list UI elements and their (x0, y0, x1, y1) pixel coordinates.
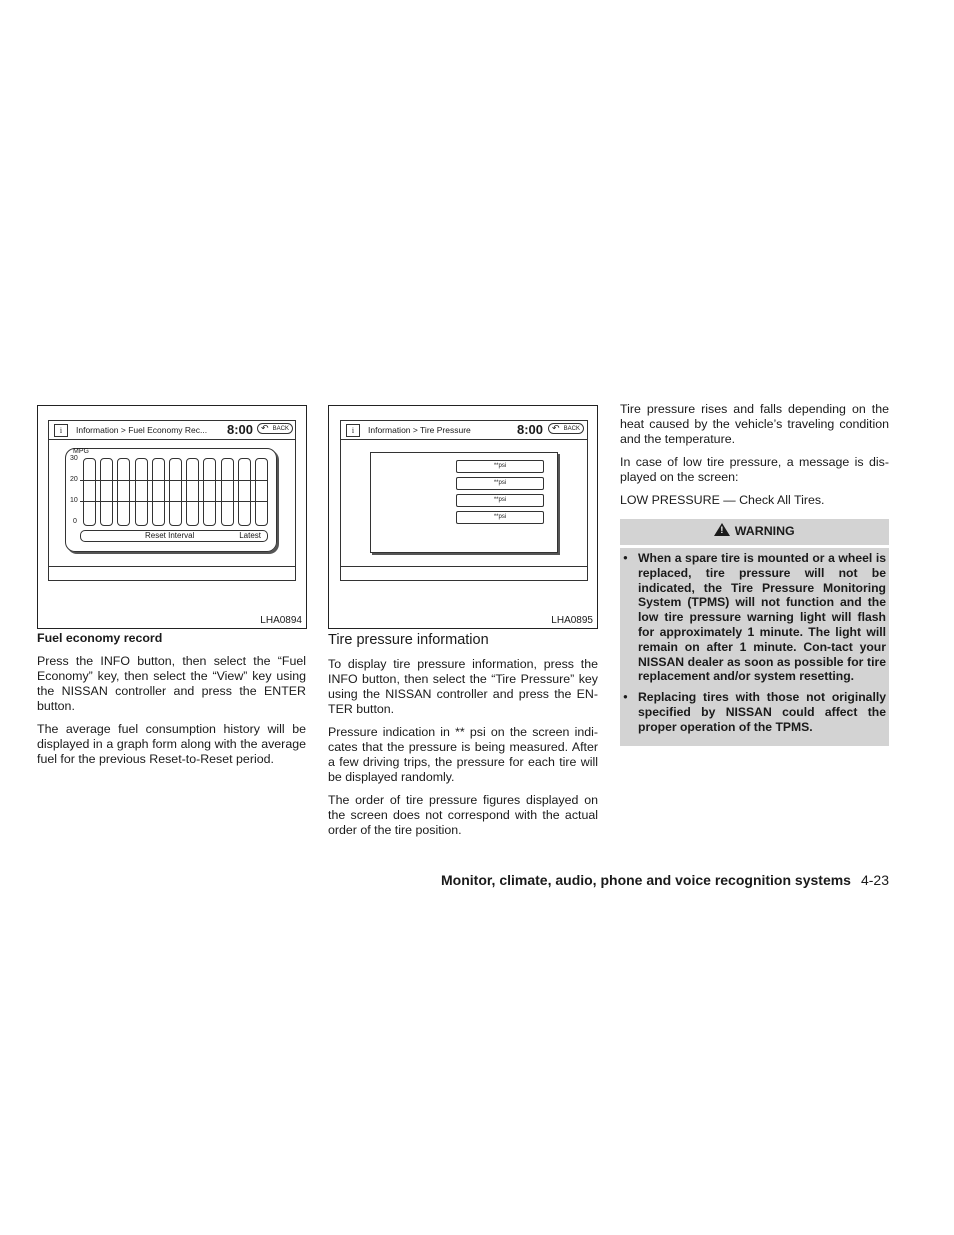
screen-footer (341, 566, 587, 580)
paragraph: In case of low tire pressure, a message is dis-played on the screen: (620, 455, 889, 484)
graph-bar-slot (221, 458, 234, 526)
warning-item: ● When a spare tire is mounted or a wheel is replaced, tire pressure will not be indicated, the Tire Pressure Monitoring System (TPMS) will not function and the low tire pressure warning light will flash for approximately 1 minute. The light will remain on after 1 minute. Con-tact your NISSAN dealer as soon as possible for tire replacement and/or system resetting. (623, 551, 886, 684)
graph-bar-slot (152, 458, 165, 526)
figure-id: LHA0894 (260, 615, 302, 626)
section-heading: Fuel economy record (37, 631, 163, 645)
y-tick-label: 0 (73, 518, 77, 525)
warning-item: ● Replacing tires with those not originally specified by NISSAN could affect the proper operation of the TPMS. (623, 690, 886, 734)
reset-interval-bar[interactable] (80, 530, 268, 542)
graph-bar-slot (169, 458, 182, 526)
graph-bar-slot (186, 458, 199, 526)
breadcrumb: Information > Fuel Economy Rec... (76, 425, 208, 435)
warning-triangle-icon: ! (714, 523, 730, 536)
tire-psi-field: **psi (456, 460, 544, 473)
clock: 8:00 (517, 422, 544, 437)
info-icon: i (54, 424, 68, 437)
warning-list (620, 548, 889, 735)
paragraph: LOW PRESSURE — Check All Tires. (620, 493, 825, 507)
y-tick-label: 30 (70, 455, 78, 462)
gridline (80, 480, 268, 481)
left-column (37, 631, 306, 775)
section-heading: Tire pressure information (328, 632, 489, 648)
latest-label: Latest (239, 531, 261, 540)
reset-interval-label: Reset Interval (145, 531, 195, 540)
graph-bar-slot (83, 458, 96, 526)
paragraph: To display tire pressure information, press the INFO button, then select the “Tire Pressure” key using the NISSAN controller and press the EN-TER button. (328, 657, 598, 716)
tire-pressure-screen (340, 420, 588, 581)
y-unit-label: MPG (73, 448, 89, 455)
paragraph: Pressure indication in ** psi on the screen indi-cates that the pressure is being measured. After a few driving trips, the pressure for each tire will be displayed randomly. (328, 725, 598, 784)
warning-header (620, 519, 889, 548)
paragraph: Tire pressure rises and falls depending on the heat caused by the vehicle’s traveling condition and the temperature. (620, 402, 889, 446)
paragraph: The average fuel consumption history will be displayed in a graph form along with the average fuel for the previous Reset-to-Reset period. (37, 722, 306, 766)
graph-bar-slot (117, 458, 130, 526)
figure-id: LHA0895 (551, 615, 593, 626)
page-footer (380, 872, 889, 888)
gridline (80, 501, 268, 502)
screen-footer (49, 566, 295, 580)
footer-section-title: Monitor, climate, audio, phone and voice recognition systems (441, 872, 851, 888)
paragraph: The order of tire pressure figures displayed on the screen does not correspond with the actual order of the tire position. (328, 793, 598, 837)
screen-header (49, 421, 295, 440)
middle-column (328, 633, 598, 846)
fuel-economy-figure (37, 405, 307, 629)
tire-pressure-panel (370, 452, 558, 553)
graph-bar-slot (135, 458, 148, 526)
warning-title: WARNING (734, 524, 795, 538)
fuel-economy-screen (48, 420, 296, 581)
y-tick-label: 20 (70, 476, 78, 483)
tire-psi-field: **psi (456, 494, 544, 507)
breadcrumb: Information > Tire Pressure (368, 425, 471, 435)
clock: 8:00 (227, 422, 254, 437)
info-icon: i (346, 424, 360, 437)
graph-bar-slot (255, 458, 268, 526)
graph-bar-slot (100, 458, 113, 526)
back-button[interactable]: ↶ BACK (257, 423, 293, 434)
tire-pressure-figure (328, 405, 598, 629)
warning-box (620, 519, 889, 746)
y-tick-label: 10 (70, 497, 78, 504)
screen-header (341, 421, 587, 440)
right-column (620, 402, 889, 746)
page-number: 4-23 (860, 872, 889, 888)
paragraph: Press the INFO button, then select the “Fuel Economy” key, then select the “View” key using the NISSAN controller and press the ENTER button. (37, 654, 306, 713)
fuel-graph-panel (65, 448, 277, 552)
tire-psi-field: **psi (456, 477, 544, 490)
graph-bar-slot (203, 458, 216, 526)
tire-psi-field: **psi (456, 511, 544, 524)
back-button[interactable]: ↶ BACK (548, 423, 584, 434)
graph-bar-slot (238, 458, 251, 526)
